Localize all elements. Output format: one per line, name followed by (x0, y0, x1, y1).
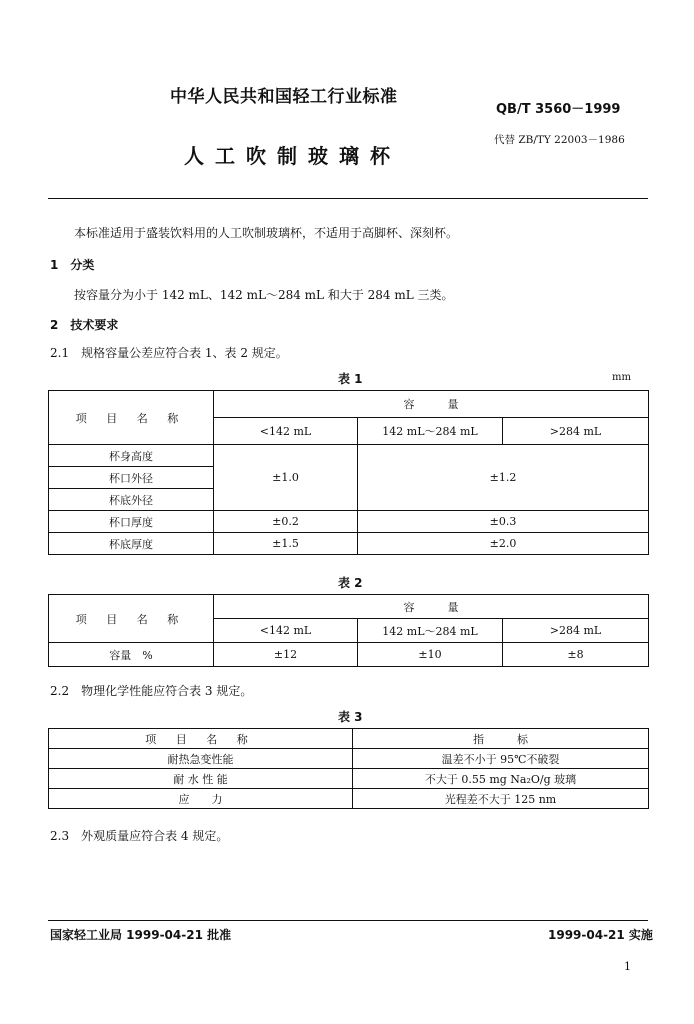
approval-line: 国家轻工业局 1999-04-21 批准 (50, 928, 232, 942)
table-3-index-header: 指 标 (353, 729, 649, 749)
table-3 (48, 728, 649, 809)
document-title: 人工吹制玻璃杯 (184, 144, 401, 168)
table-1-row-label: 杯底外径 (49, 489, 214, 511)
table-2-col-large: >284 mL (503, 619, 649, 643)
table-1-cell: ±0.2 (214, 511, 358, 533)
header-divider (48, 198, 648, 199)
replaces-standard: 代替 ZB/TY 22003－1986 (494, 134, 625, 146)
table-3-row-label: 耐热急变性能 (49, 749, 353, 769)
section-1-text: 按容量分为小于 142 mL、142 mL～284 mL 和大于 284 mL 三类。 (74, 288, 454, 302)
table-2-caption: 表 2 (338, 576, 363, 590)
table-3-item-header: 项 目 名 称 (49, 729, 353, 749)
table-1-caption: 表 1 (338, 372, 363, 386)
page-number: 1 (624, 960, 631, 973)
table-1-unit: mm (612, 372, 631, 383)
table-1-cell: ±1.5 (214, 533, 358, 555)
table-1-row-label: 杯底厚度 (49, 533, 214, 555)
table-3-cell: 光程差不大于 125 nm (353, 789, 649, 809)
table-3-cell: 温差不小于 95℃不破裂 (353, 749, 649, 769)
table-1-col-large: >284 mL (503, 418, 649, 445)
table-1-row-label: 杯口厚度 (49, 511, 214, 533)
issuing-body: 中华人民共和国轻工行业标准 (170, 87, 398, 107)
table-3-cell: 不大于 0.55 mg Na₂O/g 玻璃 (353, 769, 649, 789)
table-1-cell: ±1.0 (214, 445, 358, 511)
table-1-col-medium: 142 mL～284 mL (358, 418, 503, 445)
table-2-cell: ±8 (503, 643, 649, 667)
table-1 (48, 390, 649, 555)
clause-2-3: 2.3 外观质量应符合表 4 规定。 (50, 829, 229, 843)
table-1-capacity-header: 容 量 (214, 391, 649, 418)
standard-code: QB/T 3560－1999 (496, 102, 621, 117)
table-1-col-small: <142 mL (214, 418, 358, 445)
table-1-row-label: 杯口外径 (49, 467, 214, 489)
table-1-cell: ±2.0 (358, 533, 649, 555)
table-3-row-label: 耐 水 性 能 (49, 769, 353, 789)
table-2-col-small: <142 mL (214, 619, 358, 643)
clause-2-2: 2.2 物理化学性能应符合表 3 规定。 (50, 684, 253, 698)
table-2-capacity-header: 容 量 (214, 595, 649, 619)
table-1-item-header: 项 目 名 称 (49, 391, 214, 445)
table-2-cell: ±12 (214, 643, 358, 667)
scope-paragraph: 本标准适用于盛装饮料用的人工吹制玻璃杯，不适用于高脚杯、深刻杯。 (74, 226, 459, 240)
table-2 (48, 594, 649, 667)
table-1-row-label: 杯身高度 (49, 445, 214, 467)
clause-2-1: 2.1 规格容量公差应符合表 1、表 2 规定。 (50, 346, 288, 360)
table-1-cell: ±1.2 (358, 445, 649, 511)
table-2-cell: ±10 (358, 643, 503, 667)
footer-divider (48, 920, 648, 921)
effective-date: 1999-04-21 实施 (548, 928, 653, 942)
table-2-row-label: 容量 % (49, 643, 214, 667)
section-2-heading: 2 技术要求 (50, 318, 119, 332)
table-1-cell: ±0.3 (358, 511, 649, 533)
table-3-caption: 表 3 (338, 710, 363, 724)
table-2-col-medium: 142 mL～284 mL (358, 619, 503, 643)
table-2-item-header: 项 目 名 称 (49, 595, 214, 643)
section-1-heading: 1 分类 (50, 258, 95, 272)
table-3-row-label: 应 力 (49, 789, 353, 809)
